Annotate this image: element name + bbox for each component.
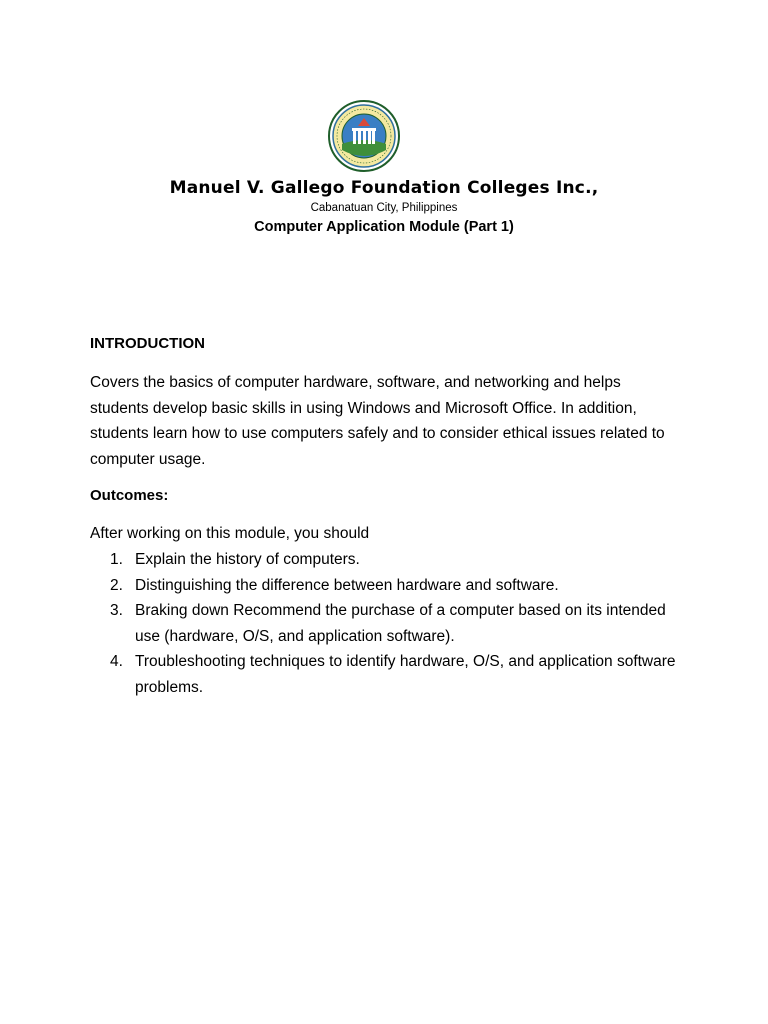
list-item: [90, 649, 680, 700]
list-item-text: Explain the history of computers.: [135, 551, 360, 568]
list-item-text: Distinguishing the difference between hardware and software.: [135, 576, 559, 594]
list-item-number: 1.: [110, 551, 123, 568]
college-name: Manuel V. Gallego Foundation Colleges Inc.,: [169, 178, 599, 198]
introduction-paragraph: Covers the basics of computer hardware, software, and networking and helps students develop basic skills in using Windows and Microsoft Office. In addition, students learn how to use computers safely and to consider ethical issues related to computer usage.: [90, 374, 665, 468]
list-item-number: 4.: [110, 653, 123, 670]
list-item-text: Braking down Recommend the purchase of a computer based on its intended use (hardware, O/S, and application software).: [135, 602, 666, 645]
introduction-heading: INTRODUCTION: [90, 335, 205, 352]
outcomes-lead-text: After working on this module, you should: [90, 525, 370, 542]
list-item: [90, 598, 680, 649]
college-seal-icon: [328, 100, 400, 172]
list-item: [90, 573, 680, 599]
list-item: [90, 547, 680, 573]
outcomes-list: [90, 547, 680, 700]
list-item-number: 2.: [110, 576, 123, 594]
college-location: Cabanatuan City, Philippines: [310, 202, 458, 214]
list-item-number: 3.: [110, 602, 123, 619]
list-item-text: Troubleshooting techniques to identify hardware, O/S, and application software problems.: [135, 653, 676, 696]
outcomes-heading: Outcomes:: [90, 487, 169, 504]
module-title: Computer Application Module (Part 1): [254, 219, 514, 235]
